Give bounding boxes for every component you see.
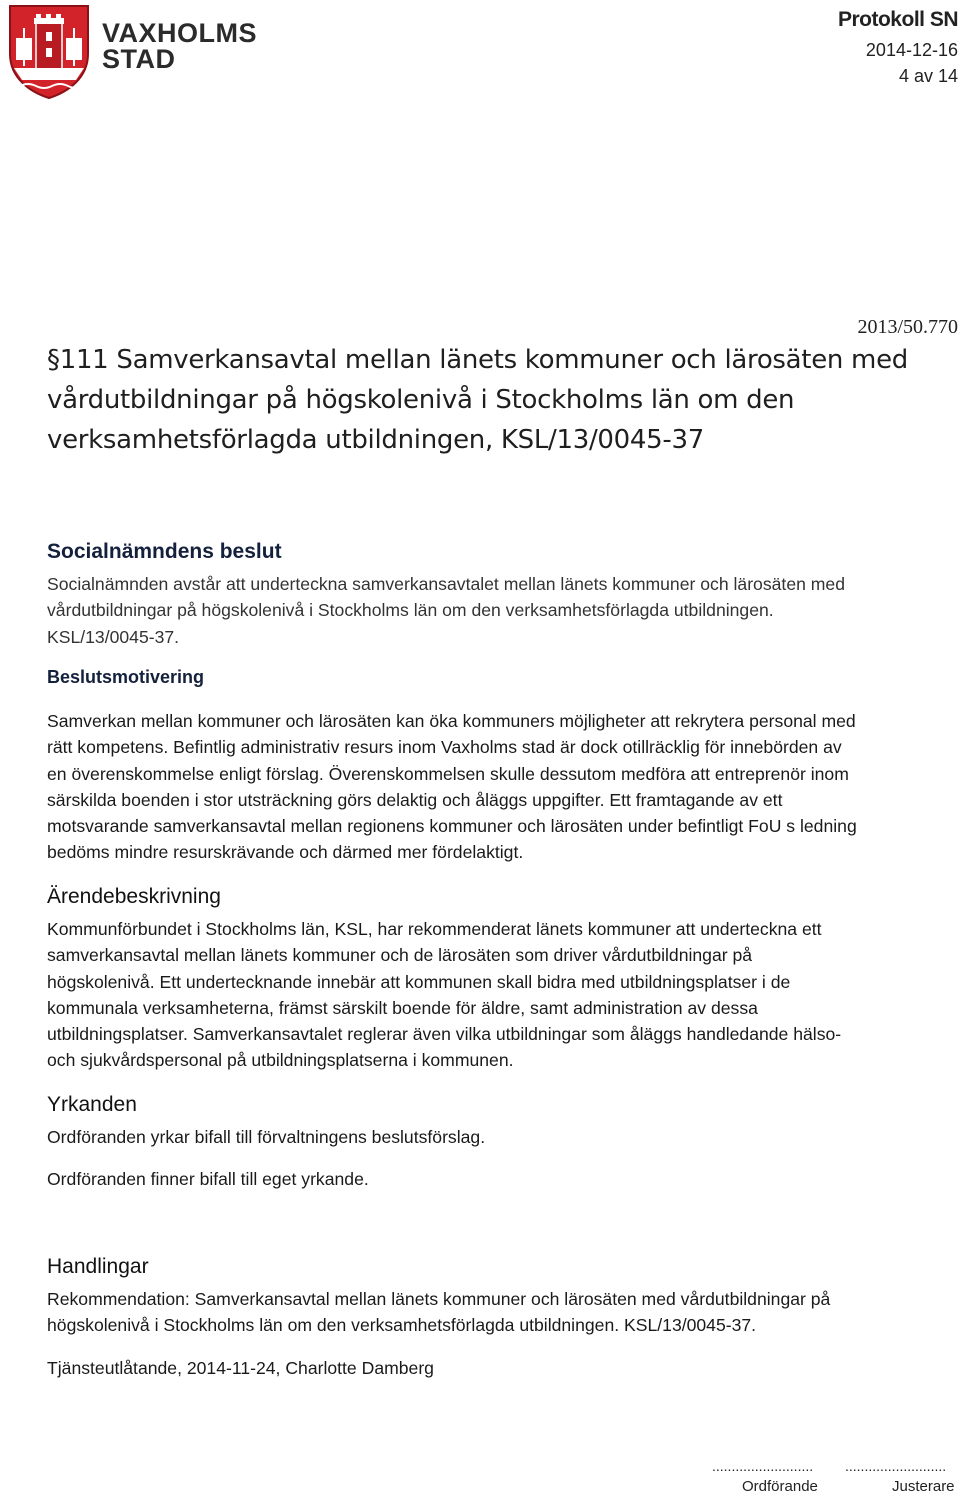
chair-label: Ordförande (742, 1478, 818, 1495)
document-line: Rekommendation: Samverkansavtal mellan länets kommuner och lärosäten med vårdutbildningar på (47, 1289, 831, 1309)
motivation-line: en överenskommelse enligt förslag. Överenskommelsen skulle dessutom medföra att entreprenör inom (47, 763, 849, 784)
motivation-line: bedöms mindre resurskrävande och därmed mer fördelaktigt. (47, 842, 524, 863)
motivation-line: rätt kompetens. Befintlig administrativ resurs inom Vaxholms stad är dock otillräcklig för innebörden av (47, 737, 842, 758)
documents-text (47, 1286, 960, 1339)
motivation-line: Samverkan mellan kommuner och lärosäten kan öka kommuners möjligheter att rekrytera personal med (47, 711, 856, 731)
adjuster-label: Justerare (892, 1478, 955, 1495)
chair-signature-line: .......................... (712, 1458, 814, 1474)
motivation-line: motsvarande samverkansavtal mellan regionens kommuner och lärosäten under befintligt FoU s ledning (47, 816, 857, 837)
document-line: högskolenivå i Stockholms län om den verksamhetsförlagda utbildningen. KSL/13/0045-37. (47, 1315, 757, 1336)
municipality-logo (6, 2, 256, 100)
case-title-line: verksamhetsförlagda utbildningen, KSL/13/0045-37 (47, 425, 704, 455)
logo-wordmark (102, 20, 257, 72)
description-line: och sjukvårdspersonal på utbildningsplatserna i kommunen. (47, 1050, 514, 1071)
case-title-line: vårdutbildningar på högskolenivå i Stockholms län om den (47, 385, 795, 415)
protocol-date: 2014-12-16 (865, 40, 958, 60)
decision-line: KSL/13/0045-37. (47, 626, 180, 647)
description-heading: Ärendebeskrivning (47, 885, 221, 908)
case-title-line: §111 Samverkansavtal mellan länets kommuner och lärosäten med (47, 345, 908, 375)
documents-heading: Handlingar (47, 1255, 149, 1278)
description-line: utbildningsplatser. Samverkansavtalet reglerar även vilka utbildningar som åläggs handledande hälso- (47, 1024, 842, 1045)
logo-line-2: STAD (102, 44, 176, 74)
decision-heading: Socialnämndens beslut (47, 540, 282, 563)
motivation-heading: Beslutsmotivering (47, 667, 205, 687)
motions-heading: Yrkanden (47, 1093, 137, 1116)
case-number: 2013/50.770 (857, 316, 958, 338)
adjuster-signature-line: .......................... (845, 1458, 947, 1474)
logo-line-1: VAXHOLMS (102, 18, 258, 48)
description-line: kommunala verksamheterna, främst särskilt boende för äldre, samt administration av dessa (47, 997, 758, 1018)
decision-text (47, 571, 960, 650)
page-indicator: 4 av 14 (898, 66, 958, 86)
coat-of-arms-icon (6, 2, 92, 100)
document-line: Tjänsteutlåtande, 2014-11-24, Charlotte Damberg (47, 1358, 434, 1378)
motion-line: Ordföranden finner bifall till eget yrkande. (47, 1169, 369, 1189)
case-title (47, 340, 937, 460)
description-line: högskolenivå. Ett undertecknande innebär att kommunen skall bidra med utbildningsplatser i de (47, 971, 791, 992)
description-text (47, 916, 960, 1074)
description-line: samverkansavtal mellan länets kommuner och de lärosäten som driver vårdutbildningar på (47, 945, 753, 966)
motivation-line: särskilda boenden i stor utsträckning görs delaktig och åläggs uppgifter. Ett framtagande av ett (47, 789, 783, 810)
protocol-title: Protokoll SN (837, 8, 958, 31)
motivation-text (47, 708, 960, 866)
description-line: Kommunförbundet i Stockholms län, KSL, har rekommenderat länets kommuner att underteckna ett (47, 919, 822, 939)
decision-line: vårdutbildningar på högskolenivå i Stockholms län om den verksamhetsförlagda utbildningen. (47, 600, 774, 621)
decision-line: Socialnämnden avstår att underteckna samverkansavtalet mellan länets kommuner och lärosäten med (47, 574, 845, 594)
motion-line: Ordföranden yrkar bifall till förvaltningens beslutsförslag. (47, 1127, 486, 1147)
